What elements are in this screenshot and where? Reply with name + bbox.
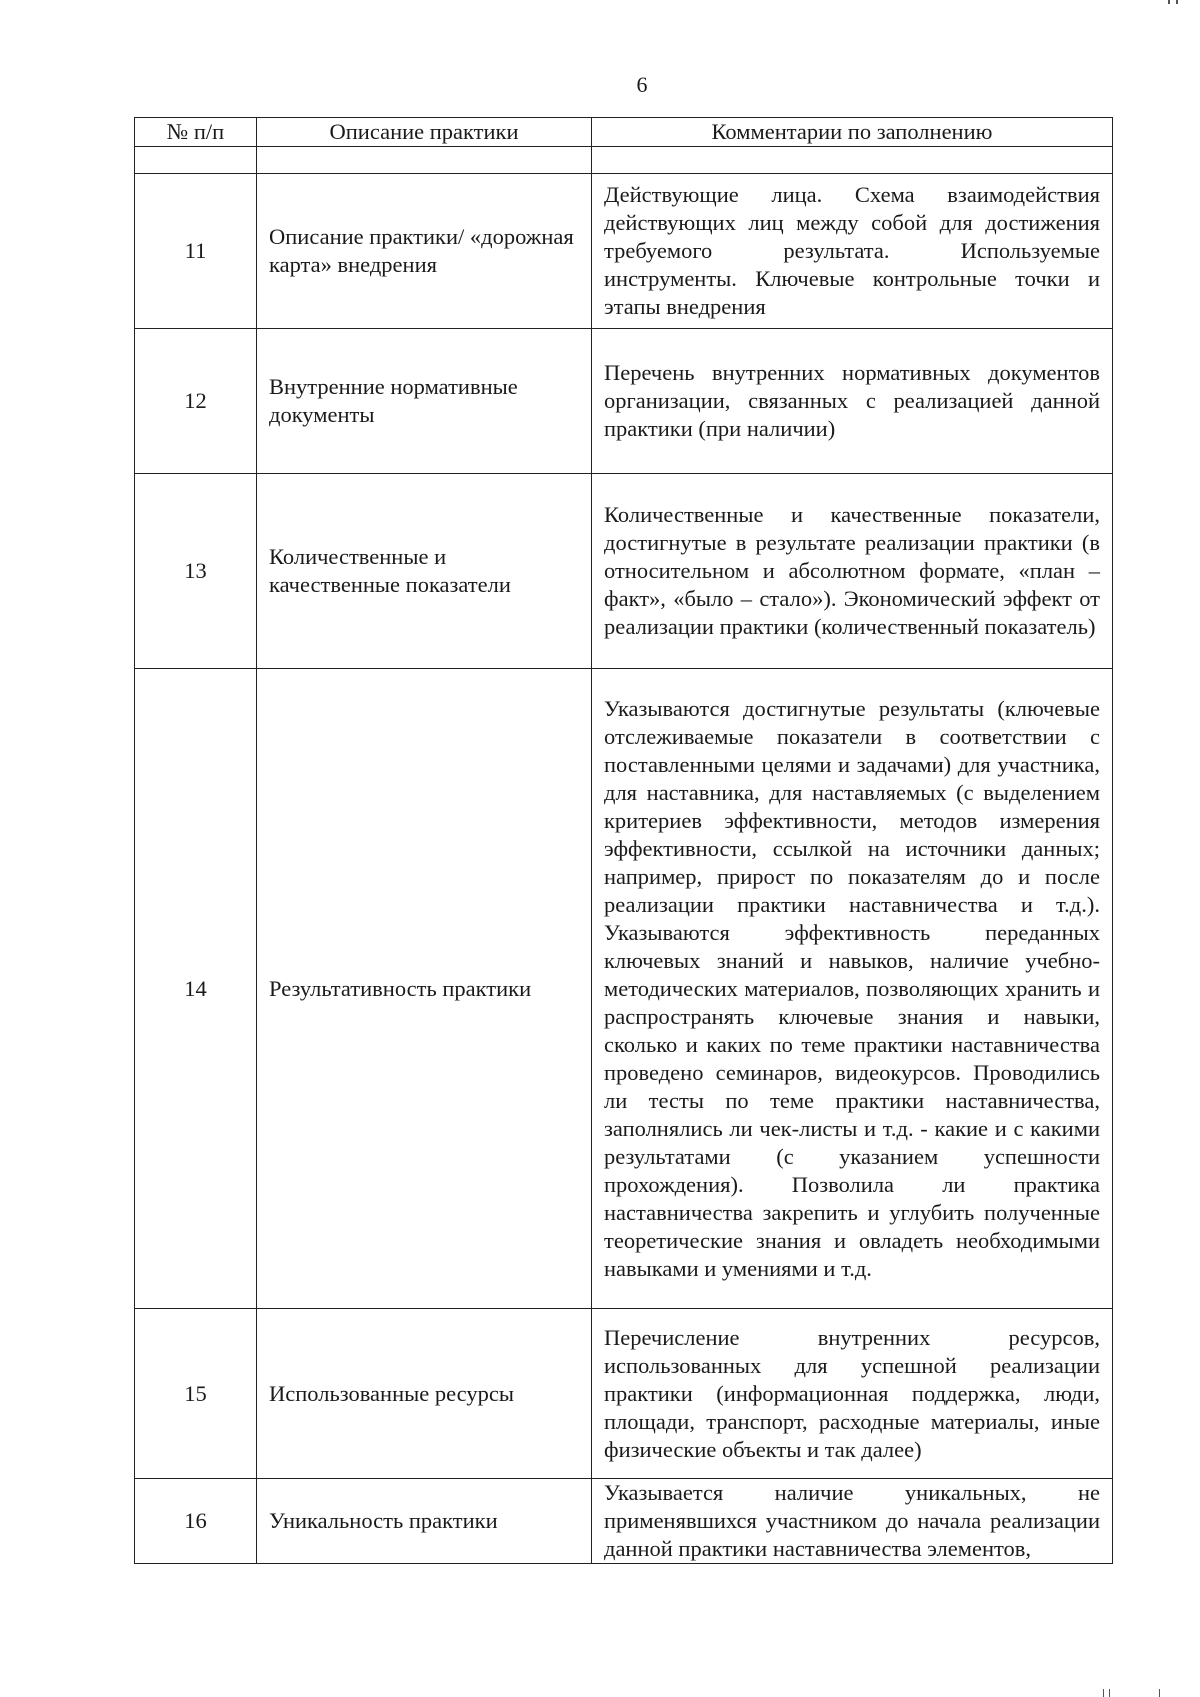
table-row bbox=[135, 174, 1113, 329]
row-number: 15 bbox=[135, 1309, 257, 1479]
scan-artifact bbox=[1176, 0, 1178, 4]
header-number: № п/п bbox=[135, 118, 257, 147]
page-number: 6 bbox=[636, 72, 648, 97]
scan-artifact bbox=[1159, 1689, 1160, 1697]
table-row bbox=[135, 1479, 1113, 1564]
row-description: Описание практики/ «дорожная карта» внедрения bbox=[257, 174, 592, 329]
row-description: Количественные и качественные показатели bbox=[257, 474, 592, 669]
row-comment: Перечень внутренних нормативных документов организации, связанных с реализацией данной практики (при наличии) bbox=[592, 329, 1113, 474]
row-number: 12 bbox=[135, 329, 257, 474]
row-description: Результативность практики bbox=[257, 669, 592, 1309]
table-row bbox=[135, 1309, 1113, 1479]
practice-description-table bbox=[134, 117, 1113, 1564]
row-number: 11 bbox=[135, 174, 257, 329]
row-number: 13 bbox=[135, 474, 257, 669]
scan-artifact bbox=[1168, 0, 1170, 4]
header-comments: Комментарии по заполнению bbox=[592, 118, 1113, 147]
scan-artifact bbox=[1103, 1689, 1104, 1697]
table-row bbox=[135, 329, 1113, 474]
table-header-row bbox=[135, 118, 1113, 147]
row-comment: Перечисление внутренних ресурсов, использованных для успешной реализации практики (информационная поддержка, люди, площади, транспорт, расходные материалы, иные физические объекты и так далее) bbox=[592, 1309, 1113, 1479]
table-row bbox=[135, 474, 1113, 669]
table-spacer-row bbox=[135, 147, 1113, 174]
row-comment: Указываются достигнутые результаты (ключевые отслеживаемые показатели в соответствии с поставленными целями и задачами) для участника, для наставника, для наставляемых (с выделением критериев эффективности, методов измерения эффективности, ссылкой на источники данных; например, прирост по показателям до и после реализации практики наставничества и т.д.). Указываются эффективность переданных ключевых знаний и навыков, наличие учебно-методических материалов, позволяющих хранить и распространять ключевые знания и навыки, сколько и каких по теме практики наставничества проведено семинаров, видеокурсов. Проводились ли тесты по теме практики наставничества, заполнялись ли чек-листы и т.д. - какие и с какими результатами (с указанием успешности прохождения). Позволила ли практика наставничества закрепить и углубить полученные теоретические знания и овладеть необходимыми навыками и умениями и т.д. bbox=[592, 669, 1113, 1309]
row-number: 16 bbox=[135, 1479, 257, 1564]
row-description: Уникальность практики bbox=[257, 1479, 592, 1564]
scan-artifact bbox=[1109, 1689, 1110, 1697]
row-description: Внутренние нормативные документы bbox=[257, 329, 592, 474]
row-comment: Действующие лица. Схема взаимодействия действующих лиц между собой для достижения требуемого результата. Используемые инструменты. Ключевые контрольные точки и этапы внедрения bbox=[592, 174, 1113, 329]
table-row bbox=[135, 669, 1113, 1309]
row-number: 14 bbox=[135, 669, 257, 1309]
row-comment: Количественные и качественные показатели, достигнутые в результате реализации практики (в относительном и абсолютном формате, «план – факт», «было – стало»). Экономический эффект от реализации практики (количественный показатель) bbox=[592, 474, 1113, 669]
spacer-cell bbox=[135, 147, 257, 174]
header-description: Описание практики bbox=[257, 118, 592, 147]
row-description: Использованные ресурсы bbox=[257, 1309, 592, 1479]
spacer-cell bbox=[592, 147, 1113, 174]
spacer-cell bbox=[257, 147, 592, 174]
row-comment: Указывается наличие уникальных, не применявшихся участником до начала реализации данной практики наставничества элементов, bbox=[592, 1479, 1113, 1564]
